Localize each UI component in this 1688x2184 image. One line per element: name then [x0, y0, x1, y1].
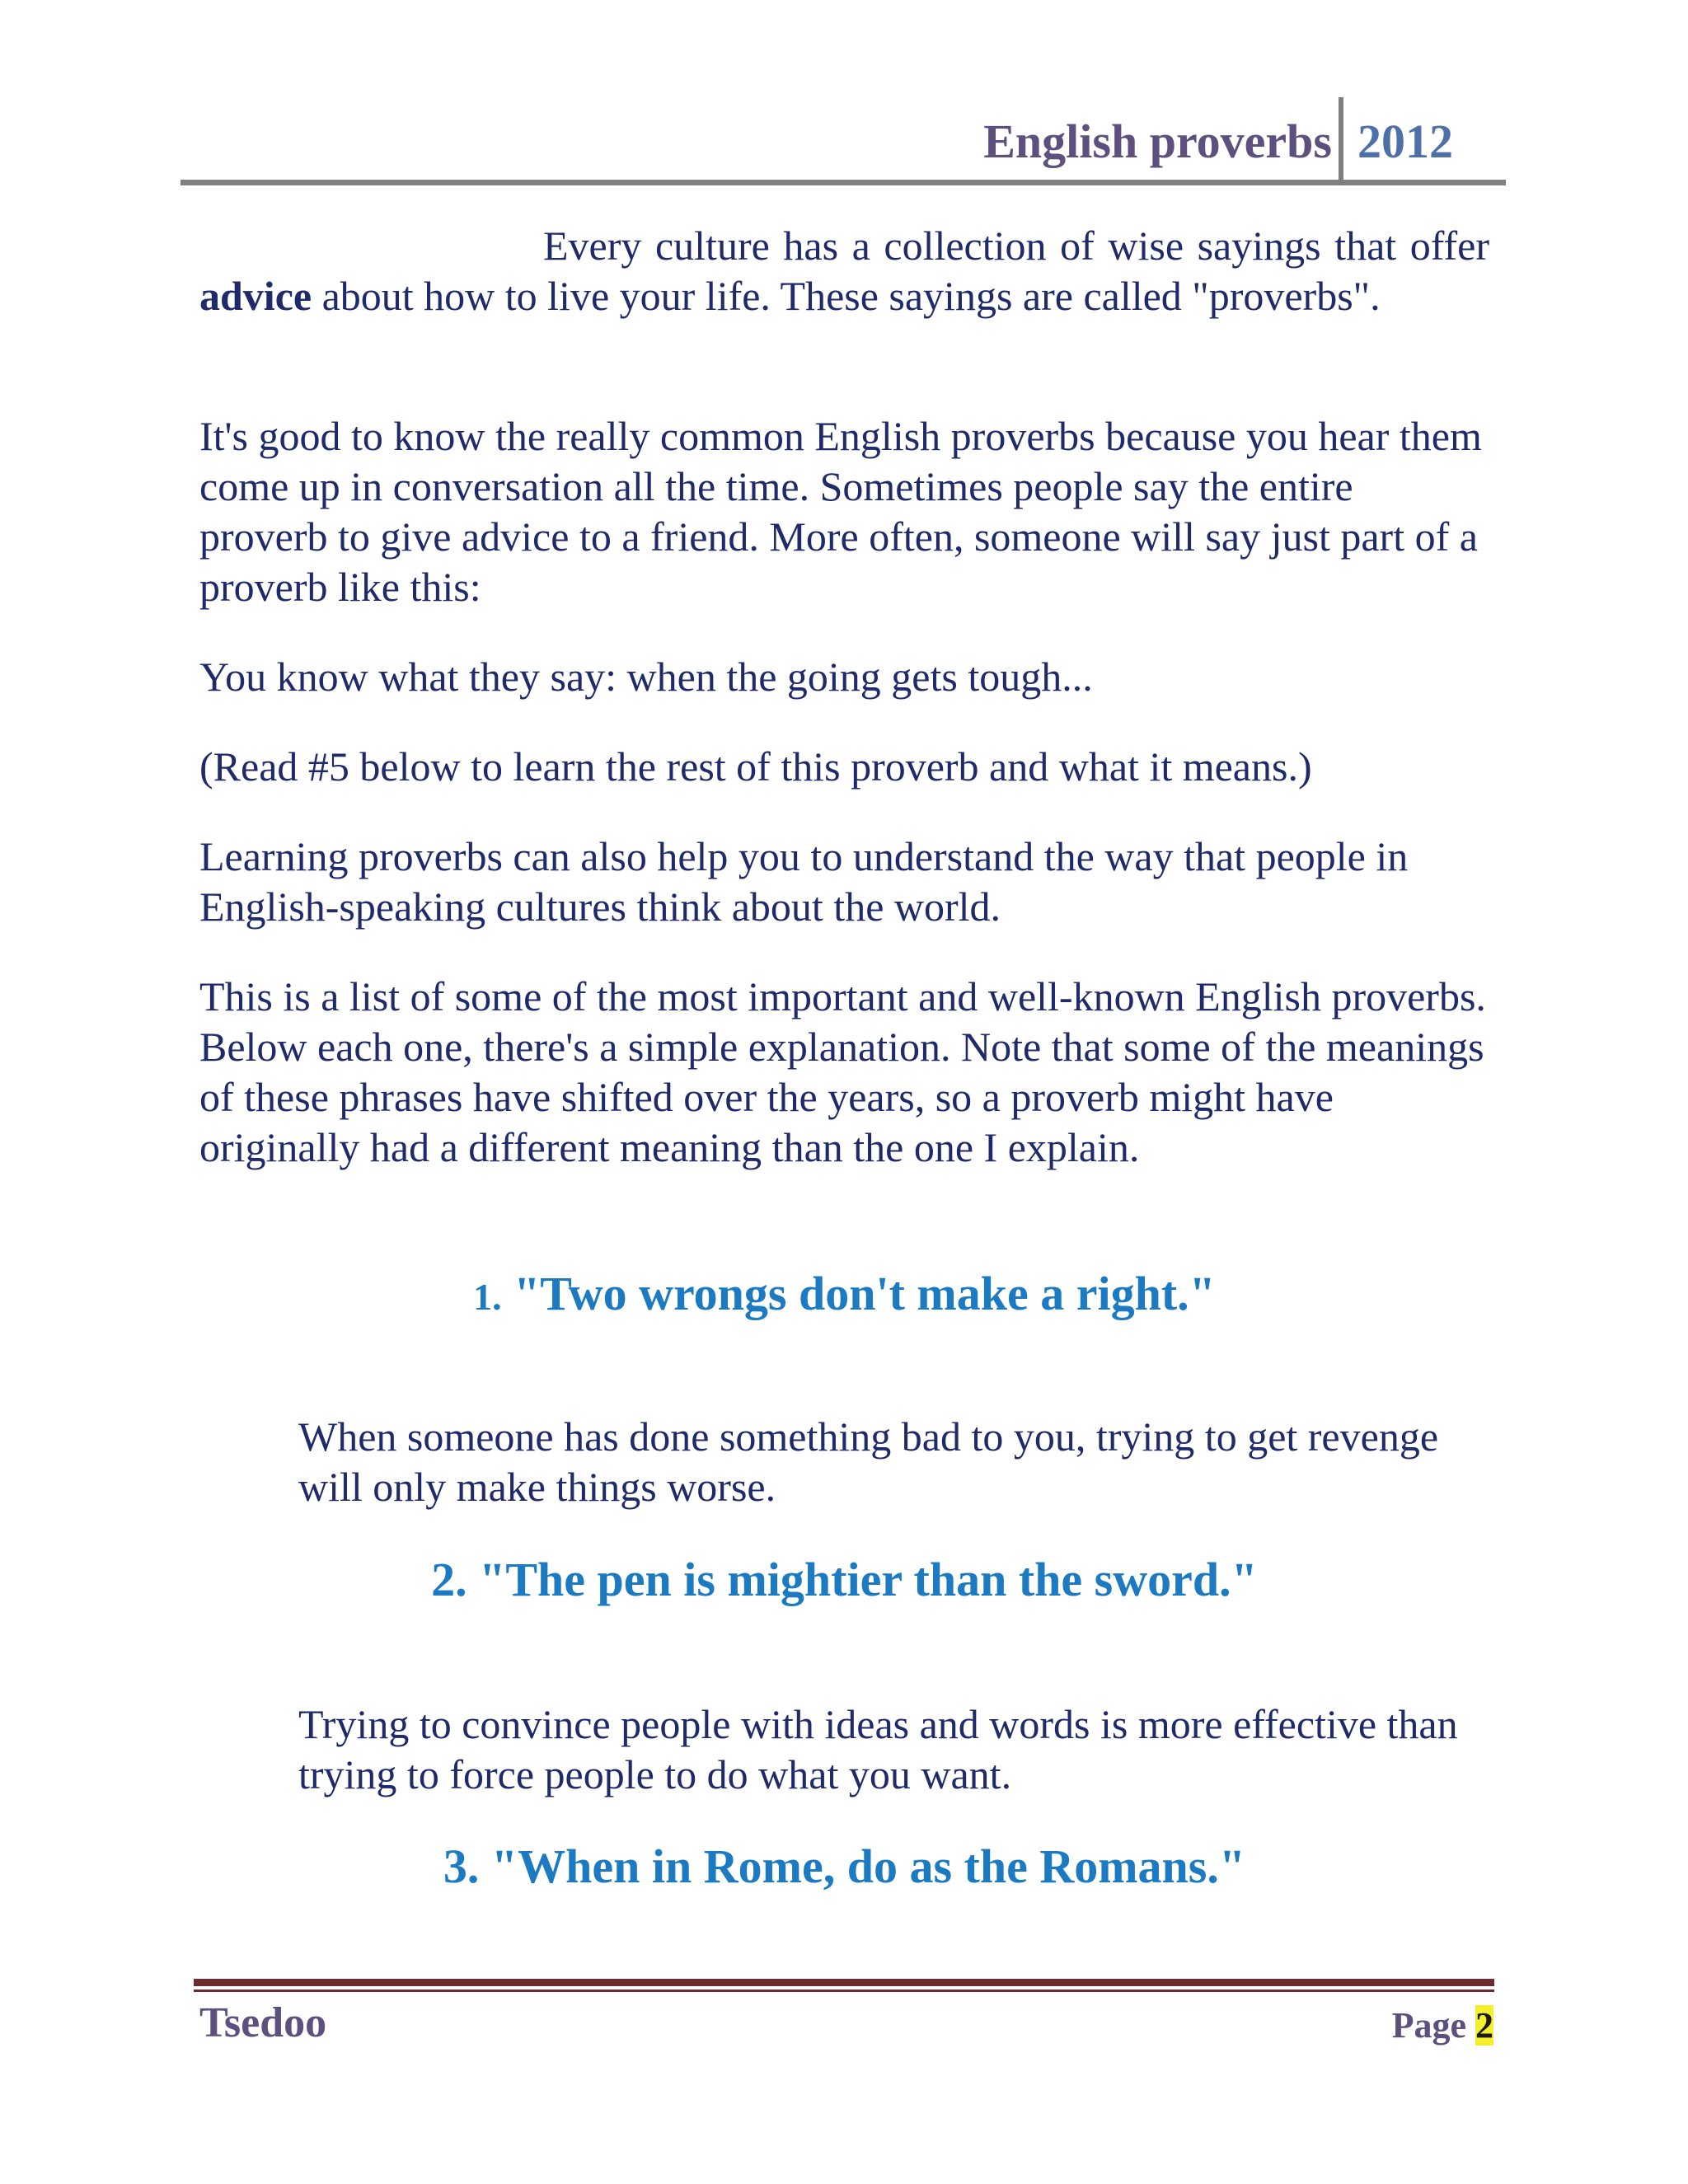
proverb-text-1: "Two wrongs don't make a right."	[513, 1267, 1216, 1320]
intro-bold-word: advice	[199, 273, 312, 319]
footer-page-number: 2	[1475, 2005, 1493, 2046]
intro-paragraph-6: This is a list of some of the most important and well-known English proverbs. Below each one, there's a simple explanation. Note that some of the meanings of these phrases have shifted over the years, so a proverb might have originally had a different meaning than the one I explain.	[199, 973, 1486, 1170]
footer-page	[1392, 2004, 1493, 2046]
intro-text-before: Every culture has a collection of wise sayings that offer	[543, 223, 1489, 269]
proverb-text-2: "The pen is mightier than the sword."	[479, 1553, 1258, 1606]
proverb-heading-1	[199, 1266, 1489, 1321]
proverb-number-1: 1.	[473, 1276, 502, 1318]
header-title: English proverbs	[983, 115, 1332, 168]
proverb-number-3: 3.	[443, 1840, 480, 1893]
header-year: 2012	[1357, 115, 1453, 168]
intro-paragraph-1	[199, 221, 1489, 321]
proverb-heading-3	[199, 1839, 1489, 1894]
footer-author: Tsedoo	[199, 1999, 327, 2046]
footer-page-label: Page	[1391, 2005, 1475, 2046]
proverb-number-2: 2.	[431, 1553, 467, 1606]
intro-paragraph-5: Learning proverbs can also help you to understand the way that people in English-speaking cultures think about the world.	[199, 833, 1409, 930]
proverb-heading-2	[199, 1552, 1489, 1607]
proverb-explanation-2: Trying to convince people with ideas and words is more effective than trying to force people to do what you want.	[298, 1701, 1458, 1797]
intro-paragraph-3: You know what they say: when the going gets tough...	[199, 654, 1093, 700]
proverb-explanation-1: When someone has done something bad to you, trying to get revenge will only make things worse.	[298, 1413, 1439, 1510]
footer-rule	[194, 1979, 1494, 1986]
header-separator	[1339, 97, 1343, 180]
page-header	[181, 97, 1506, 185]
intro-paragraph-2: It's good to know the really common English proverbs because you hear them come up in conversation all the time. Sometimes people say the entire proverb to give advice to a friend. More often, someone will say just part of a proverb like this:	[199, 413, 1482, 610]
intro-paragraph-4: (Read #5 below to learn the rest of this proverb and what it means.)	[199, 743, 1312, 790]
intro-text-after: about how to live your life. These sayings are called "proverbs".	[312, 273, 1381, 319]
proverb-text-3: "When in Rome, do as the Romans."	[490, 1840, 1246, 1893]
footer-rule-thin	[194, 1990, 1494, 1992]
